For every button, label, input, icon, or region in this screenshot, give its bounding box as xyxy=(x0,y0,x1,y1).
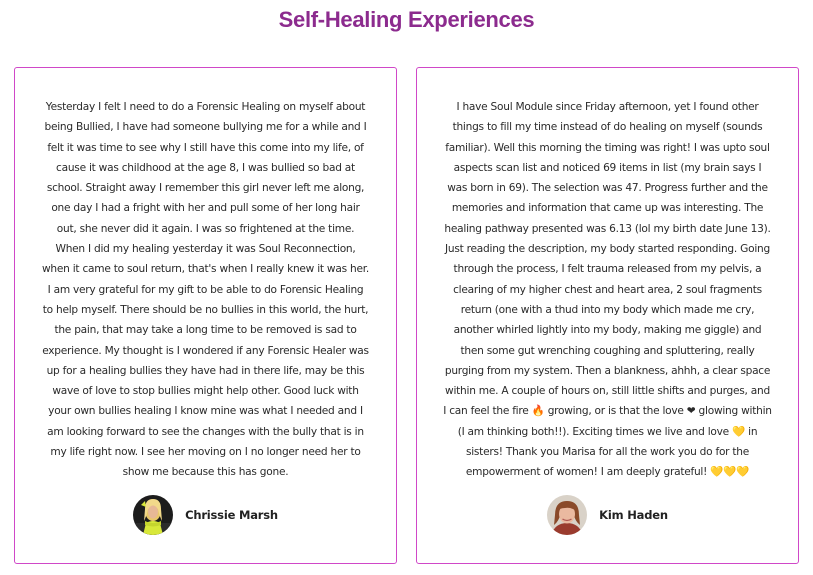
avatar xyxy=(547,495,587,535)
avatar xyxy=(133,495,173,535)
testimonial-author xyxy=(417,495,798,535)
author-name: Kim Haden xyxy=(599,508,668,522)
testimonial-card-chrissie-marsh xyxy=(14,67,397,564)
testimonial-card-kim-haden xyxy=(416,67,799,564)
testimonial-text: I have Soul Module since Friday afternoon, yet I found other things to fill my time instead of do healing on myself (sounds familiar). Well this morning the timing was right! I was upto soul aspects scan list and noticed 69 items in list (my brain says I was born in 69). The selection was 47. Progress further and the memories and information that came up was interesting. The healing pathway presented was 6.13 (lol my birth date June 13). Just reading the description, my body started responding. Going through the process, I felt trauma released from my pelvis, a clearing of my higher chest and heart area, 2 soul fragments return (one with a thud into my body which made me cry, another whirled lightly into my body, making me giggle) and then some gut wrenching coughing and spluttering, really purging from my system. Then a blankness, ahhh, a clear space within me. A couple of hours on, still little shifts and purges, and I can feel the fire 🔥 growing, or is that the love ❤ glowing within (I am thinking both!!). Exciting times we live and love 💛 in sisters! Thank you Marisa for all the work you do for the empowerment of women! I am deeply grateful! 💛💛💛 xyxy=(443,101,772,479)
author-name: Chrissie Marsh xyxy=(185,508,278,522)
testimonial-author xyxy=(15,495,396,535)
avatar-kim-haden-icon xyxy=(547,495,587,535)
avatar-chrissie-marsh-icon xyxy=(133,495,173,535)
testimonial-text: Yesterday I felt I need to do a Forensic Healing on myself about being Bullied, I have had someone bullying me for a while and I felt it was time to see why I still have this come into my life, of cause it was childhood at the age 8, I was bullied so bad at school. Straight away I remember this girl never left me along, one day I had a fright with her and pull some of her long hair out, she never did it again. I was so frightened at the time. When I did my healing yesterday it was Soul Reconnection, when it came to soul return, that's when I really knew it was her. I am very grateful for my gift to be able to do Forensic Healing to help myself. There should be no bullies in this world, the hurt, the pain, that may take a long time to be removed is sad to experience. My thought is I wondered if any Forensic Healer was up for a healing bullies they have had in there life, may be this wave of love to stop bullies might help other. Good luck with your own bullies healing I know mine was what I needed and I am looking forward to see the changes with the bully that is in my life right now. I see her moving on I no longer need her to show me because this has gone. xyxy=(42,101,369,479)
page-title: Self-Healing Experiences xyxy=(278,7,535,32)
